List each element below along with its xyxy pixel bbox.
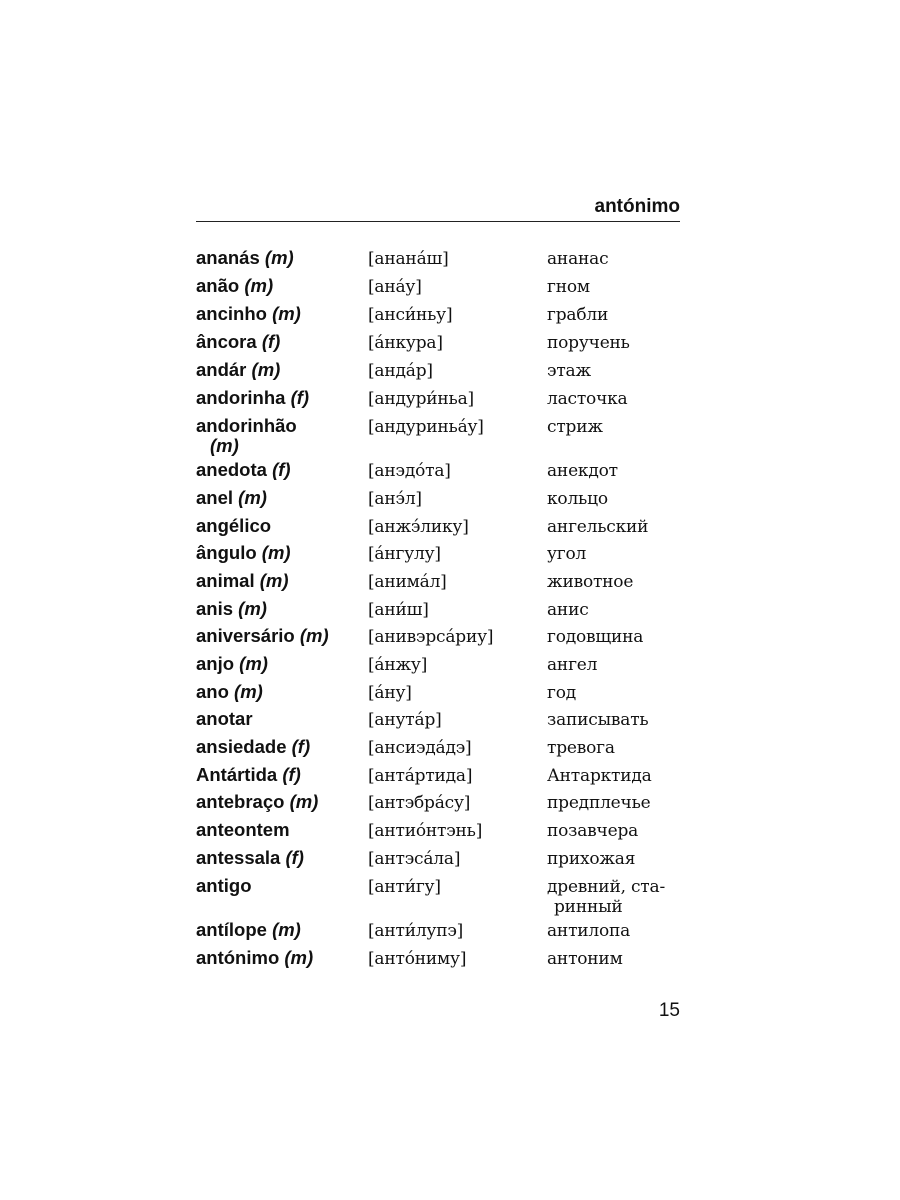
translation-continuation: ринный bbox=[554, 897, 623, 917]
gender-marker: (m) bbox=[234, 681, 263, 702]
gender-marker: (m) bbox=[284, 947, 314, 968]
headword bbox=[196, 848, 361, 868]
pronunciation: [андури́ньа] bbox=[368, 389, 474, 409]
headword-text: anão bbox=[196, 275, 240, 296]
translation bbox=[547, 489, 687, 509]
headword bbox=[196, 571, 361, 591]
translation bbox=[547, 277, 687, 297]
pronunciation: [анимáл] bbox=[368, 572, 447, 592]
headword-text: ancinho bbox=[196, 303, 267, 324]
translation bbox=[547, 710, 687, 730]
headword-text: antónimo bbox=[196, 947, 280, 968]
headword-text: antigo bbox=[196, 875, 252, 896]
gender-marker: (f) bbox=[291, 736, 311, 757]
pronunciation: [áнкура] bbox=[368, 333, 443, 353]
pronunciation: [анжэ́лику] bbox=[368, 517, 469, 537]
translation-text: этаж bbox=[547, 361, 591, 381]
gender-marker: (m) bbox=[251, 359, 281, 380]
gender-marker: (m) bbox=[261, 542, 291, 563]
gender-marker: (m) bbox=[264, 247, 294, 268]
translation-text: тревога bbox=[547, 738, 615, 758]
pronunciation: [антóниму] bbox=[368, 949, 467, 969]
pronunciation: [анэ́л] bbox=[368, 489, 422, 509]
gender-marker: (m) bbox=[259, 570, 289, 591]
gender-marker: (m) bbox=[238, 487, 267, 508]
translation bbox=[547, 517, 687, 537]
header-rule bbox=[196, 221, 680, 222]
gender-marker: (m) bbox=[210, 435, 239, 456]
gender-marker: (m) bbox=[289, 791, 319, 812]
headword-text: anis bbox=[196, 598, 234, 619]
pronunciation: [анти́лупэ] bbox=[368, 921, 464, 941]
translation-text: анекдот bbox=[547, 461, 618, 481]
gender-marker: (f) bbox=[285, 847, 304, 868]
headword-text: andár bbox=[196, 359, 247, 380]
headword-text: ano bbox=[196, 681, 229, 702]
pronunciation: [антэсáла] bbox=[368, 849, 461, 869]
translation bbox=[547, 683, 687, 703]
page-number: 15 bbox=[658, 1000, 680, 1021]
translation-text: грабли bbox=[547, 305, 609, 325]
gender-marker: (f) bbox=[261, 331, 281, 352]
running-head: antónimo bbox=[594, 196, 680, 217]
translation bbox=[547, 417, 687, 437]
translation-text: животное bbox=[547, 572, 634, 592]
gender-marker: (m) bbox=[272, 303, 301, 324]
pronunciation: [анси́ньу] bbox=[368, 305, 453, 325]
translation-text: предплечье bbox=[547, 793, 651, 813]
pronunciation: [анти́гу] bbox=[368, 877, 441, 897]
pronunciation: [антáртида] bbox=[368, 766, 473, 786]
headword bbox=[196, 304, 361, 324]
headword bbox=[196, 948, 361, 968]
headword bbox=[196, 599, 361, 619]
translation bbox=[547, 249, 687, 269]
headword bbox=[196, 654, 361, 674]
pronunciation: [андуриньáу] bbox=[368, 417, 484, 437]
pronunciation: [антэбрáсу] bbox=[368, 793, 471, 813]
gender-marker: (f) bbox=[282, 764, 301, 785]
pronunciation: [анивэрсáриу] bbox=[368, 627, 494, 647]
headword bbox=[196, 737, 361, 757]
gender-marker: (f) bbox=[290, 387, 310, 408]
pronunciation: [áнжу] bbox=[368, 655, 428, 675]
translation-text: антоним bbox=[547, 949, 623, 969]
translation bbox=[547, 793, 687, 813]
translation bbox=[547, 572, 687, 592]
headword bbox=[196, 543, 361, 563]
translation bbox=[547, 627, 687, 647]
translation-text: ангельский bbox=[547, 517, 649, 537]
headword-text: anjo bbox=[196, 653, 235, 674]
headword-text: antílope bbox=[196, 919, 267, 940]
headword-text: andorinha bbox=[196, 387, 286, 408]
translation-text: прихожая bbox=[547, 849, 636, 869]
headword-text: âncora bbox=[196, 331, 257, 352]
translation-text: поручень bbox=[547, 333, 630, 353]
gender-marker: (m) bbox=[238, 598, 267, 619]
pronunciation: [ани́ш] bbox=[368, 600, 429, 620]
headword bbox=[196, 388, 361, 408]
headword-text: anteontem bbox=[196, 819, 290, 840]
gender-marker: (f) bbox=[272, 459, 291, 480]
translation-text: ангел bbox=[547, 655, 598, 675]
headword bbox=[196, 709, 361, 729]
headword bbox=[196, 360, 361, 380]
translation-text: позавчера bbox=[547, 821, 639, 841]
headword-text: anotar bbox=[196, 708, 253, 729]
headword-text: anedota bbox=[196, 459, 267, 480]
translation bbox=[547, 305, 687, 325]
headword bbox=[196, 626, 361, 646]
headword bbox=[196, 332, 361, 352]
translation-text: записывать bbox=[547, 710, 649, 730]
gender-marker: (m) bbox=[244, 275, 274, 296]
translation-text: угол bbox=[547, 544, 587, 564]
headword bbox=[196, 248, 361, 268]
pronunciation: [андáр] bbox=[368, 361, 433, 381]
gender-marker: (m) bbox=[299, 625, 329, 646]
translation-text: анис bbox=[547, 600, 589, 620]
headword-text: andorinhão bbox=[196, 415, 297, 436]
headword-text: ananás bbox=[196, 247, 260, 268]
translation bbox=[547, 921, 687, 941]
translation bbox=[547, 361, 687, 381]
headword bbox=[196, 516, 361, 536]
translation bbox=[547, 655, 687, 675]
headword bbox=[196, 460, 361, 480]
headword-text: Antártida bbox=[196, 764, 278, 785]
translation bbox=[547, 461, 687, 481]
translation bbox=[547, 821, 687, 841]
headword-text: anel bbox=[196, 487, 234, 508]
translation bbox=[547, 849, 687, 869]
headword bbox=[196, 820, 361, 840]
headword bbox=[196, 416, 361, 456]
translation-text: год bbox=[547, 683, 577, 703]
headword bbox=[196, 682, 361, 702]
translation bbox=[547, 738, 687, 758]
headword-text: animal bbox=[196, 570, 255, 591]
translation bbox=[547, 877, 687, 917]
headword-text: ansiedade bbox=[196, 736, 287, 757]
translation bbox=[547, 389, 687, 409]
translation bbox=[547, 949, 687, 969]
gender-marker: (m) bbox=[239, 653, 268, 674]
headword bbox=[196, 488, 361, 508]
headword-text: antebraço bbox=[196, 791, 285, 812]
pronunciation: [антиóнтэнь] bbox=[368, 821, 483, 841]
translation-text: гном bbox=[547, 277, 590, 297]
translation-text: годовщина bbox=[547, 627, 644, 647]
translation-text: ласточка bbox=[547, 389, 628, 409]
headword-text: aniversário bbox=[196, 625, 295, 646]
pronunciation: [ананáш] bbox=[368, 249, 449, 269]
headword-text: antessala bbox=[196, 847, 281, 868]
headword bbox=[196, 920, 361, 940]
translation-text: стриж bbox=[547, 417, 603, 437]
pronunciation: [анáу] bbox=[368, 277, 422, 297]
headword-text: angélico bbox=[196, 515, 272, 536]
headword bbox=[196, 276, 361, 296]
translation bbox=[547, 544, 687, 564]
gender-marker: (m) bbox=[272, 919, 301, 940]
pronunciation: [анутáр] bbox=[368, 710, 442, 730]
translation-text: Антарктида bbox=[547, 766, 652, 786]
pronunciation: [ансиэдáдэ] bbox=[368, 738, 472, 758]
translation-text: древний, ста- bbox=[547, 877, 665, 897]
headword bbox=[196, 765, 361, 785]
pronunciation: [áну] bbox=[368, 683, 412, 703]
translation bbox=[547, 333, 687, 353]
pronunciation: [анэдóта] bbox=[368, 461, 451, 481]
translation bbox=[547, 600, 687, 620]
translation-text: кольцо bbox=[547, 489, 608, 509]
translation bbox=[547, 766, 687, 786]
headword bbox=[196, 792, 361, 812]
pronunciation: [áнгулу] bbox=[368, 544, 441, 564]
translation-text: ананас bbox=[547, 249, 609, 269]
headword-text: ângulo bbox=[196, 542, 257, 563]
headword bbox=[196, 876, 361, 896]
translation-text: антилопа bbox=[547, 921, 631, 941]
